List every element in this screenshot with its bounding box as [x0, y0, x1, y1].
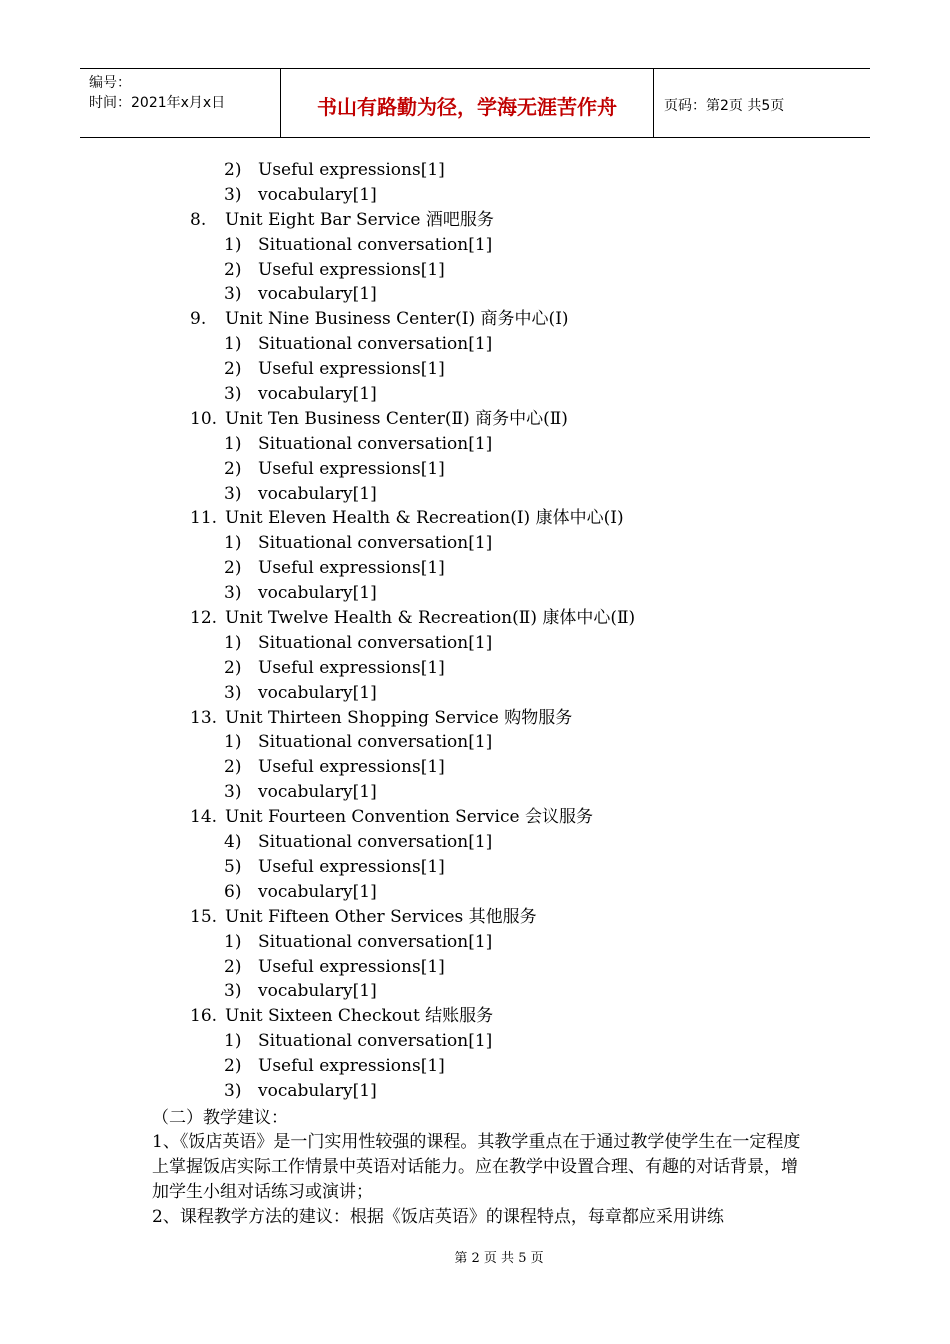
sub-item [0, 631, 950, 656]
paragraph-2: 2、课程教学方法的建议：根据《饭店英语》的课程特点，每章都应采用讲练 [152, 1207, 724, 1227]
sub-item [0, 258, 950, 283]
item-text: Useful expressions[1] [258, 956, 445, 977]
course-outline-list [0, 158, 950, 1104]
paragraph-1: 1、《饭店英语》是一门实用性较强的课程。其教学重点在于通过教学使学生在一定程度上掌握饭店实际工作情景中英语对话能力。应在教学中设置合理、有趣的对话背景，增加学生小组对话练习或演讲； [152, 1132, 801, 1202]
item-text: Useful expressions[1] [258, 856, 445, 877]
item-text: Useful expressions[1] [258, 359, 445, 380]
sub-item [0, 755, 950, 780]
item-text: vocabulary[1] [258, 1080, 377, 1101]
unit-item [0, 606, 950, 631]
item-text: Useful expressions[1] [258, 259, 445, 280]
sub-item [0, 780, 950, 805]
item-text: Unit Sixteen Checkout 结账服务 [225, 1006, 494, 1027]
item-number: 1) [224, 533, 242, 554]
item-number: 2) [224, 657, 242, 678]
header-motto: 书山有路勤为径，学海无涯苦作舟 [281, 69, 654, 137]
item-text: Useful expressions[1] [258, 558, 445, 579]
item-number: 2) [224, 1056, 242, 1077]
item-number: 4) [224, 832, 242, 853]
item-text: vocabulary[1] [258, 682, 377, 703]
item-text: Unit Eleven Health & Recreation(Ⅰ) 康体中心(Ⅰ) [225, 508, 624, 529]
sub-item [0, 332, 950, 357]
unit-item [0, 407, 950, 432]
item-number: 13. [190, 707, 218, 728]
item-number: 3) [224, 782, 242, 803]
item-number: 1) [224, 234, 242, 255]
sub-item [0, 581, 950, 606]
item-text: Situational conversation[1] [258, 433, 493, 454]
page-footer: 第 2 页 共 5 页 [454, 1251, 544, 1266]
item-text: vocabulary[1] [258, 782, 377, 803]
sub-item [0, 1029, 950, 1054]
unit-item [0, 805, 950, 830]
item-text: Situational conversation[1] [258, 632, 493, 653]
sub-item [0, 930, 950, 955]
item-text: Useful expressions[1] [258, 757, 445, 778]
unit-item [0, 307, 950, 332]
sub-item [0, 880, 950, 905]
item-text: vocabulary[1] [258, 483, 377, 504]
item-number: 15. [190, 906, 218, 927]
serial-label: 编号： [89, 75, 131, 91]
unit-item [0, 706, 950, 731]
sub-item [0, 656, 950, 681]
item-text: Situational conversation[1] [258, 334, 493, 355]
item-number: 3) [224, 981, 242, 1002]
item-text: Unit Twelve Health & Recreation(Ⅱ) 康体中心(Ⅱ) [225, 608, 636, 629]
item-number: 1) [224, 732, 242, 753]
item-text: vocabulary[1] [258, 583, 377, 604]
item-number: 2) [224, 757, 242, 778]
sub-item [0, 1079, 950, 1104]
item-number: 3) [224, 483, 242, 504]
item-text: Situational conversation[1] [258, 732, 493, 753]
sub-item [0, 1054, 950, 1079]
item-number: 2) [224, 259, 242, 280]
item-number: 2) [224, 558, 242, 579]
item-number: 16. [190, 1006, 218, 1027]
sub-item [0, 855, 950, 880]
sub-item [0, 282, 950, 307]
item-text: Unit Ten Business Center(Ⅱ) 商务中心(Ⅱ) [225, 408, 568, 429]
item-number: 8. [190, 209, 207, 230]
sub-item [0, 183, 950, 208]
item-text: Unit Nine Business Center(Ⅰ) 商务中心(Ⅰ) [225, 309, 569, 330]
item-number: 6) [224, 881, 242, 902]
item-text: vocabulary[1] [258, 284, 377, 305]
sub-item [0, 681, 950, 706]
header-info-cell [80, 69, 281, 137]
item-number: 2) [224, 956, 242, 977]
sub-item [0, 457, 950, 482]
item-text: vocabulary[1] [258, 981, 377, 1002]
sub-item [0, 482, 950, 507]
item-number: 3) [224, 682, 242, 703]
item-text: Situational conversation[1] [258, 931, 493, 952]
sub-item [0, 979, 950, 1004]
sub-item [0, 357, 950, 382]
sub-item [0, 730, 950, 755]
sub-item [0, 830, 950, 855]
item-number: 14. [190, 807, 218, 828]
item-number: 1) [224, 334, 242, 355]
item-number: 10. [190, 408, 218, 429]
sub-item [0, 531, 950, 556]
item-number: 9. [190, 309, 207, 330]
item-number: 3) [224, 284, 242, 305]
item-text: Situational conversation[1] [258, 533, 493, 554]
item-number: 11. [190, 508, 218, 529]
item-number: 3) [224, 384, 242, 405]
sub-item [0, 158, 950, 183]
item-text: Useful expressions[1] [258, 1056, 445, 1077]
item-number: 1) [224, 931, 242, 952]
unit-item [0, 208, 950, 233]
item-number: 1) [224, 433, 242, 454]
item-text: vocabulary[1] [258, 384, 377, 405]
unit-item [0, 905, 950, 930]
unit-item [0, 1004, 950, 1029]
item-text: Unit Eight Bar Service 酒吧服务 [225, 209, 494, 230]
item-number: 12. [190, 608, 218, 629]
item-number: 5) [224, 856, 242, 877]
sub-item [0, 556, 950, 581]
page-header [80, 68, 870, 138]
item-number: 2) [224, 359, 242, 380]
time-label: 时间：2021年x月x日 [89, 95, 226, 111]
item-number: 3) [224, 184, 242, 205]
item-number: 1) [224, 632, 242, 653]
sub-item [0, 382, 950, 407]
item-number: 3) [224, 583, 242, 604]
item-text: Unit Fourteen Convention Service 会议服务 [225, 807, 593, 828]
item-number: 2) [224, 458, 242, 479]
sub-item [0, 432, 950, 457]
item-number: 2) [224, 160, 242, 180]
item-text: vocabulary[1] [258, 881, 377, 902]
item-number: 1) [224, 1031, 242, 1052]
unit-item [0, 506, 950, 531]
item-text: Situational conversation[1] [258, 832, 493, 853]
item-text: Useful expressions[1] [258, 160, 445, 180]
section-heading: （二）教学建议： [152, 1108, 288, 1128]
item-text: Unit Thirteen Shopping Service 购物服务 [225, 707, 573, 728]
header-page-label: 页码：第2页 共5页 [664, 98, 785, 114]
item-text: Situational conversation[1] [258, 234, 493, 255]
item-text: Useful expressions[1] [258, 458, 445, 479]
item-text: Unit Fifteen Other Services 其他服务 [225, 906, 537, 927]
item-text: Situational conversation[1] [258, 1031, 493, 1052]
teaching-suggestions [152, 1130, 812, 1230]
item-text: vocabulary[1] [258, 184, 377, 205]
item-text: Useful expressions[1] [258, 657, 445, 678]
item-number: 3) [224, 1080, 242, 1101]
sub-item [0, 233, 950, 258]
sub-item [0, 955, 950, 980]
